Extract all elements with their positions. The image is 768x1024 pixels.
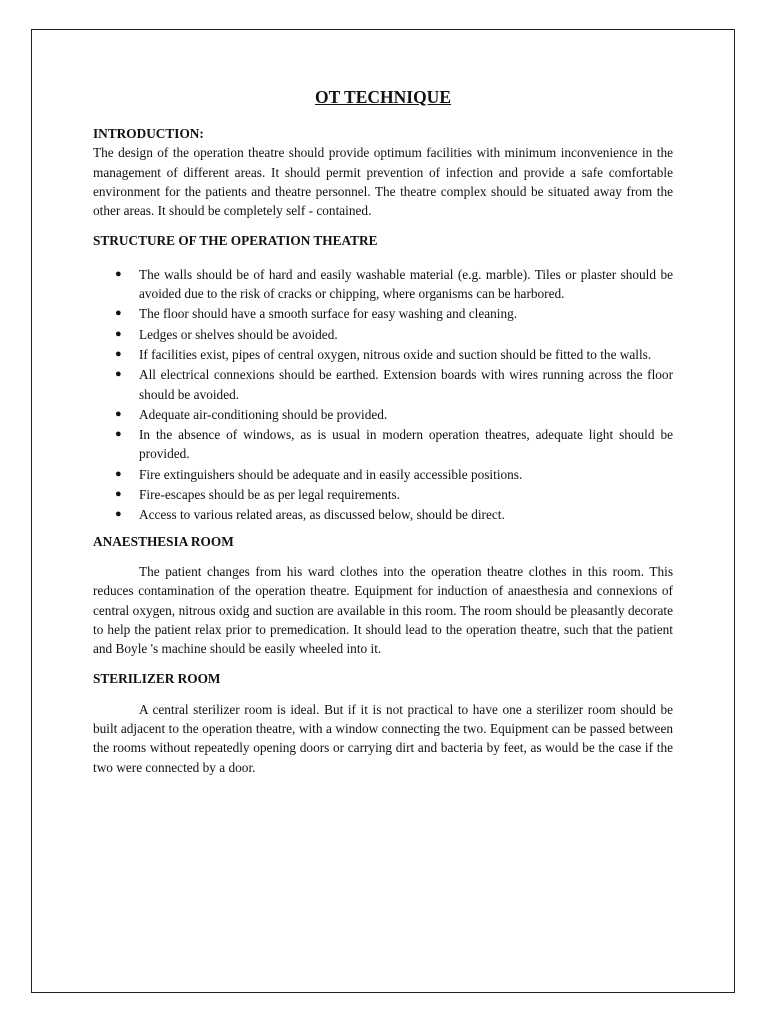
sterilizer-paragraph: A central sterilizer room is ideal. But if it is not practical to have one a sterilizer room should be built adjacent to the operation theatre, with a window connecting the two. Equipment can be passed between the rooms without repeatedly opening doors or carrying dirt and bacteria by feet, as would be the case if the two were connected by a door. xyxy=(93,701,673,775)
list-item-text: The floor should have a smooth surface for easy washing and cleaning. xyxy=(139,306,518,322)
introduction-heading: INTRODUCTION: xyxy=(93,126,204,141)
bullet-icon: ● xyxy=(115,407,122,420)
list-item xyxy=(93,405,673,424)
bullet-icon: ● xyxy=(115,327,122,340)
list-item-text: Ledges or shelves should be avoided. xyxy=(139,326,338,342)
list-item-text: In the absence of windows, as is usual in modern operation theatres, adequate light should be provided. xyxy=(139,427,673,462)
list-item xyxy=(93,325,673,344)
list-item-text: All electrical connexions should be earthed. Extension boards with wires running across the floor should be avoided. xyxy=(139,367,673,402)
introduction-paragraph: The design of the operation theatre should provide optimum facilities with minimum inconvenience in the management of different areas. It should permit prevention of infection and provide a safe comfortable environment for the patients and theatre personnel. The theatre complex should be situated away from the other areas. It should be completely self - contained. xyxy=(93,145,673,219)
list-item-text: The walls should be of hard and easily washable material (e.g. marble). Tiles or plaster should be avoided due to the risk of cracks or chipping, where organisms can be harbored. xyxy=(139,266,673,302)
list-item xyxy=(93,505,673,524)
list-item xyxy=(93,485,673,504)
document-body xyxy=(93,86,673,777)
anaesthesia-heading: ANAESTHESIA ROOM xyxy=(93,533,234,549)
bullet-icon: ● xyxy=(115,508,122,521)
bullet-icon: ● xyxy=(115,428,122,441)
list-item-text: Adequate air-conditioning should be provided. xyxy=(139,406,388,422)
bullet-icon: ● xyxy=(115,347,122,360)
bullet-icon: ● xyxy=(115,368,122,381)
list-item xyxy=(93,304,673,323)
list-item xyxy=(93,425,673,464)
structure-bullet-list xyxy=(93,265,673,525)
list-item xyxy=(93,465,673,484)
list-item xyxy=(93,265,673,304)
list-item xyxy=(93,365,673,404)
bullet-icon: ● xyxy=(115,488,122,501)
bullet-icon: ● xyxy=(115,307,122,320)
list-item-text: Fire extinguishers should be adequate and in easily accessible positions. xyxy=(139,466,523,482)
list-item-text: Access to various related areas, as discussed below, should be direct. xyxy=(139,507,505,523)
sterilizer-heading: STERILIZER ROOM xyxy=(93,671,221,687)
structure-heading: STRUCTURE OF THE OPERATION THEATRE xyxy=(93,233,378,249)
list-item xyxy=(93,345,673,364)
bullet-icon: ● xyxy=(115,267,122,280)
list-item-text: Fire-escapes should be as per legal requirements. xyxy=(139,487,401,503)
anaesthesia-paragraph: The patient changes from his ward clothes into the operation theatre clothes in this room. This reduces contamination of the operation theatre. Equipment for induction of anaesthesia and connexions of central oxygen, nitrous oxidg and suction are available in this room. The room should be pleasantly decorate to help the patient relax prior to premedication. It should lead to the operation theatre, such that the patient and Boyle 's machine should be easily wheeled into it. xyxy=(93,563,673,657)
bullet-icon: ● xyxy=(115,467,122,480)
list-item-text: If facilities exist, pipes of central oxygen, nitrous oxide and suction should be fitted to the walls. xyxy=(139,346,652,362)
document-title: OT TECHNIQUE xyxy=(315,87,451,107)
